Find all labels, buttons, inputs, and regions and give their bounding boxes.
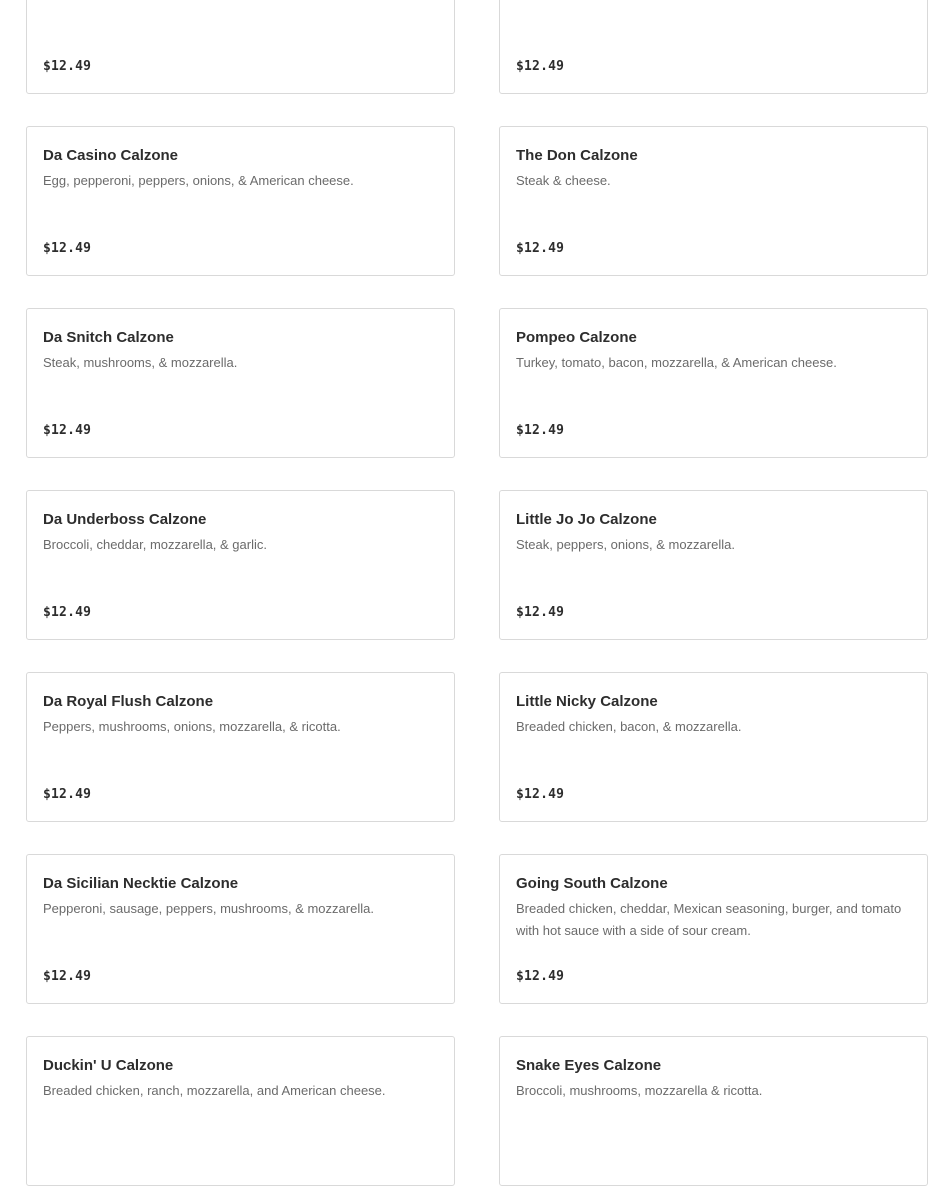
menu-item-description: Egg, pepperoni, peppers, onions, & American cheese.	[43, 173, 354, 188]
menu-item-name: Snake Eyes Calzone	[516, 1057, 662, 1074]
menu-item-description: Turkey, tomato, bacon, mozzarella, & American cheese.	[516, 355, 837, 370]
menu-item-price: $12.49	[43, 605, 92, 620]
menu-item-card[interactable]	[26, 308, 455, 458]
menu-item-name: Da Sicilian Necktie Calzone	[43, 875, 239, 892]
menu-item-description: Broccoli, cheddar, mozzarella, & garlic.	[43, 537, 267, 552]
menu-item-price: $12.49	[43, 969, 92, 984]
menu-item-name: Da Royal Flush Calzone	[43, 693, 214, 710]
menu-item-card[interactable]	[26, 1036, 455, 1186]
menu-item-card[interactable]	[499, 1036, 928, 1186]
menu-item-price: $12.49	[516, 787, 565, 802]
menu-item-description: Broccoli, mushrooms, mozzarella & ricotta.	[516, 1083, 763, 1098]
menu-items-grid	[26, 0, 928, 1186]
menu-item-card[interactable]	[499, 308, 928, 458]
menu-item-name: Da Underboss Calzone	[43, 511, 207, 528]
menu-item-price: $12.49	[43, 423, 92, 438]
menu-item-price: $12.49	[516, 423, 565, 438]
menu-item-card[interactable]	[26, 490, 455, 640]
menu-item-price: $12.49	[516, 605, 565, 620]
menu-item-description: Breaded chicken, cheddar, Mexican seasoning, burger, and tomato with hot sauce with a side of sour cream.	[516, 901, 902, 938]
menu-item-card[interactable]	[499, 490, 928, 640]
menu-item-card[interactable]	[26, 854, 455, 1004]
menu-item-price: $12.49	[516, 969, 565, 984]
menu-item-name: Da Snitch Calzone	[43, 329, 174, 346]
menu-item-description: Breaded chicken, ranch, mozzarella, and American cheese.	[43, 1083, 386, 1098]
menu-item-description: Steak, peppers, onions, & mozzarella.	[516, 537, 735, 552]
menu-item-price: $12.49	[43, 241, 92, 256]
menu-item-name: Duckin' U Calzone	[43, 1057, 174, 1074]
menu-item-price: $12.49	[43, 787, 92, 802]
menu-item-description: Peppers, mushrooms, onions, mozzarella, & ricotta.	[43, 719, 341, 734]
menu-item-description: Breaded chicken, bacon, & mozzarella.	[516, 719, 742, 734]
menu-item-name: Little Jo Jo Calzone	[516, 511, 657, 528]
menu-item-price: $12.49	[43, 59, 92, 74]
menu-item-card[interactable]	[499, 0, 928, 94]
menu-item-name: Going South Calzone	[516, 875, 668, 892]
menu-item-price: $12.49	[516, 241, 565, 256]
menu-item-card[interactable]	[499, 126, 928, 276]
menu-item-card[interactable]	[499, 854, 928, 1004]
menu-item-name: Da Casino Calzone	[43, 147, 179, 164]
menu-item-card[interactable]	[499, 672, 928, 822]
menu-item-description: Pepperoni, sausage, peppers, mushrooms, & mozzarella.	[43, 901, 374, 916]
menu-item-card[interactable]	[26, 0, 455, 94]
menu-item-name: Pompeo Calzone	[516, 329, 637, 346]
menu-item-price: $12.49	[516, 59, 565, 74]
menu-item-description: Steak, mushrooms, & mozzarella.	[43, 355, 238, 370]
menu-item-name: Little Nicky Calzone	[516, 693, 658, 710]
menu-item-name: The Don Calzone	[516, 147, 638, 164]
menu-item-description: Steak & cheese.	[516, 173, 611, 188]
menu-item-card[interactable]	[26, 672, 455, 822]
menu-item-card[interactable]	[26, 126, 455, 276]
